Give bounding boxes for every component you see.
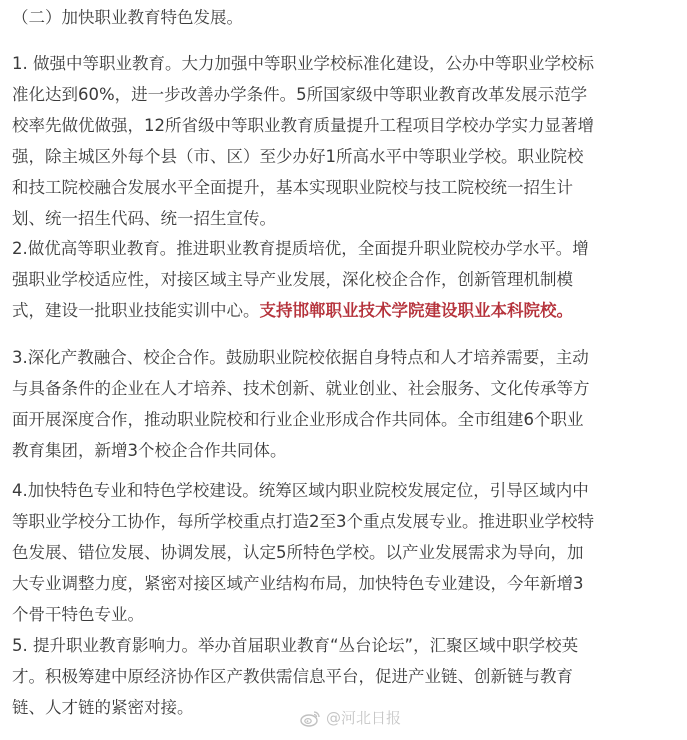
paragraph-line: 个骨干特色专业。	[12, 605, 144, 624]
weibo-watermark	[300, 708, 401, 728]
weibo-icon	[300, 710, 320, 727]
paragraph-line: 教育集团，新增3个校企合作共同体。	[12, 441, 287, 460]
paragraph-line: 链、人才链的紧密对接。	[12, 698, 194, 717]
paragraph-line: 强，除主城区外每个县（市、区）至少办好1所高水平中等职业学校。职业院校	[12, 147, 584, 166]
paragraph-line: 准化达到60%，进一步改善办学条件。5所国家级中等职业教育改革发展示范学	[12, 85, 588, 104]
paragraph-1	[12, 48, 676, 234]
paragraph-line: 大专业调整力度，紧密对接区域产业结构布局，加快特色专业建设，今年新增3	[12, 574, 584, 593]
paragraph-line-text: 式，建设一批职业技能实训中心。	[12, 301, 260, 320]
paragraph-line: 与具备条件的企业在人才培养、技术创新、就业创业、社会服务、文化传承等方	[12, 379, 590, 398]
paragraph-line: 和技工院校融合发展水平全面提升，基本实现职业院校与技工院校统一招生计	[12, 178, 573, 197]
paragraph-3	[12, 342, 676, 466]
paragraph-line: 面开展深度合作，推动职业院校和行业企业形成合作共同体。全市组建6个职业	[12, 410, 584, 429]
paragraph-line: 5. 提升职业教育影响力。举办首届职业教育“丛台论坛”，汇聚区域中职学校英	[12, 636, 579, 655]
paragraph-line: 色发展、错位发展、协调发展，认定5所特色学校。以产业发展需求为导向，加	[12, 543, 584, 562]
paragraph-4	[12, 475, 676, 630]
paragraph-line	[12, 295, 676, 326]
paragraph-2	[12, 233, 676, 326]
paragraph-line: 1. 做强中等职业教育。大力加强中等职业学校标准化建设，公办中等职业学校标	[12, 54, 594, 73]
paragraph-line: 校率先做优做强，12所省级中等职业教育质量提升工程项目学校办学实力显著增	[12, 116, 594, 135]
paragraph-line: 强职业学校适应性，对接区域主导产业发展，深化校企合作，创新管理机制模	[12, 270, 573, 289]
paragraph-line: 2.做优高等职业教育。推进职业教育提质培优，全面提升职业院校办学水平。增	[12, 239, 589, 258]
highlighted-statement: 支持邯郸职业技术学院建设职业本科院校。	[259, 301, 573, 320]
paragraph-line: 划、统一招生代码、统一招生宣传。	[12, 209, 276, 228]
paragraph-line: 才。积极筹建中原经济协作区产教供需信息平台，促进产业链、创新链与教育	[12, 667, 573, 686]
watermark-text: @河北日报	[326, 709, 402, 727]
paragraph-line: 等职业学校分工协作，每所学校重点打造2至3个重点发展专业。推进职业学校特	[12, 512, 594, 531]
paragraph-line: 3.深化产教融合、校企合作。鼓励职业院校依据自身特点和人才培养需要，主动	[12, 348, 589, 367]
paragraph-line: 4.加快特色专业和特色学校建设。统筹区域内职业院校发展定位，引导区域内中	[12, 481, 589, 500]
section-heading: （二）加快职业教育特色发展。	[12, 8, 243, 27]
